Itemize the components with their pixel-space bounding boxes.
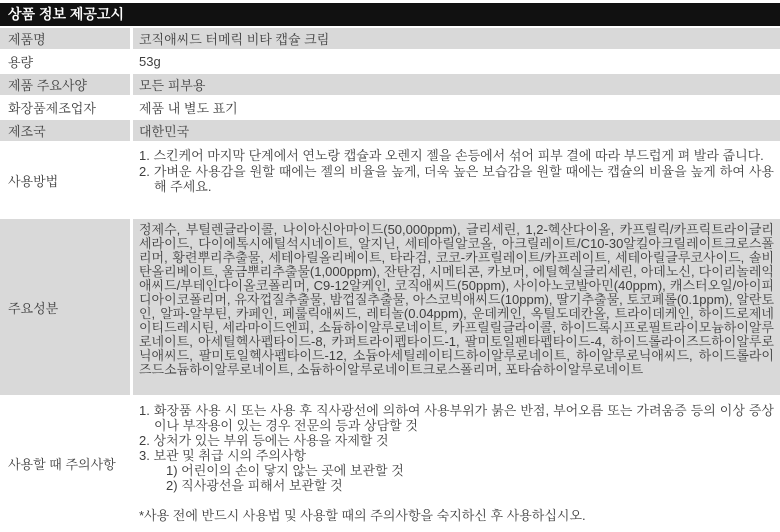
row-value: 제품 내 별도 표기	[133, 97, 780, 118]
precaution-item: 3. 보관 및 취급 시의 주의사항	[139, 448, 307, 463]
table-row-precautions	[0, 397, 780, 529]
usage-method-text	[133, 143, 780, 217]
row-value: 53g	[133, 51, 780, 72]
usage-step: 2. 가벼운 사용감을 원할 때에는 젤의 비율을 높게, 더욱 높은 보습감을 원할 때에는 캡슐의 비율을 높게 하여 사용해 주세요.	[139, 163, 774, 194]
table-row-usage-method	[0, 143, 780, 217]
usage-step: 1. 스킨케어 마지막 단계에서 연노랑 캡슐과 오렌지 젤을 손등에서 섞어 피부 결에 따라 부드럽게 펴 발라 줍니다.	[139, 148, 764, 163]
table-row-product-name	[0, 28, 780, 49]
row-label: 사용방법	[0, 143, 130, 217]
table-row-manufacturer	[0, 97, 780, 118]
row-value: 모든 피부용	[133, 74, 780, 95]
precaution-subitem: 1) 어린이의 손이 닿지 않는 곳에 보관할 것	[166, 463, 404, 478]
precaution-item: 2. 상처가 있는 부위 등에는 사용을 자제할 것	[139, 433, 389, 448]
table-row-country-of-origin	[0, 120, 780, 141]
precaution-subitem: 2) 직사광선을 피해서 보관할 것	[166, 478, 343, 493]
row-label: 제조국	[0, 120, 130, 141]
table-row-specification	[0, 74, 780, 95]
row-label: 사용할 때 주의사항	[0, 397, 130, 529]
table-row-volume	[0, 51, 780, 72]
row-label: 용량	[0, 51, 130, 72]
row-value: 코직애씨드 터메릭 비타 캡슐 크림	[133, 28, 780, 49]
precaution-item: 1. 화장품 사용 시 또는 사용 후 직사광선에 의하여 사용부위가 붉은 반점, 부어오름 또는 가려움증 등의 이상 증상이나 부작용이 있는 경우 전문의 등과 상담할 것	[139, 403, 774, 433]
row-label: 제품명	[0, 28, 130, 49]
table-row-main-ingredients	[0, 219, 780, 395]
row-label: 제품 주요사양	[0, 74, 130, 95]
precautions-text	[133, 397, 780, 529]
row-value: 대한민국	[133, 120, 780, 141]
section-title: 상품 정보 제공고시	[0, 3, 780, 26]
row-label: 주요성분	[0, 219, 130, 395]
row-label: 화장품제조업자	[0, 97, 130, 118]
precaution-footnote: *사용 전에 반드시 사용법 및 사용할 때의 주의사항을 숙지하신 후 사용하십시오.	[139, 508, 586, 523]
ingredients-list-text: 정제수, 부틸렌글라이콜, 나이아신아마이드(50,000ppm), 글리세린, 1,2-헥산다이올, 카프릴릭/카프릭트라이글리세라이드, 다이에톡시에틸석시네이트, 알지닌, 세테아릴알코올, 아크릴레이트/C10-30알킬아크릴레이트크로스폴리머, 황련뿌리추출물, 세테아릴올리베이트, 타라검, 코코-카프릴레이트/카프레이트, 세테아릴글루코사이드, 솔비탄올리베이트, 울금뿌리추출물(1,000ppm), 잔탄검, 시메티콘, 카보머, 에틸헥실글리세린, 아데노신, 다이리놀레익애씨드/부테인다이올코폴리머, C9-12알케인, 코직애씨드(50ppm), 사이아노코발아민(40ppm), 캐스터오일/아이피디아이코폴리머, 유자껍질추출물, 밤껍질추출물, 아스코빅애씨드(10ppm), 딸기추출물, 토코페롤(0.1ppm), 알란토인, 알파-알부틴, 카페인, 페룰릭애씨드, 레티놀(0.04ppm), 운데케인, 옥틸도데칸올, 트라이데케인, 하이드로제네이티드레시틴, 세라마이드엔피, 소듐하이알루로네이트, 카프릴릴글라이콜, 하이드록시프로필트라이모늄하이알루로네이트, 아세틸헥사펩타이드-8, 카퍼트라이펩타이드-1, 팔미토일펜타펩타이드-4, 하이드롤라이즈드하이알루로닉애씨드, 팔미토일헥사펩타이드-12, 소듐아세틸레이티드하이알루로네이트, 하이알루로닉애씨드, 하이드롤라이즈드소듐하이알루로네이트, 소듐하이알루로네이트크로스폴리머, 포타슘하이알루로네이트	[133, 219, 780, 395]
